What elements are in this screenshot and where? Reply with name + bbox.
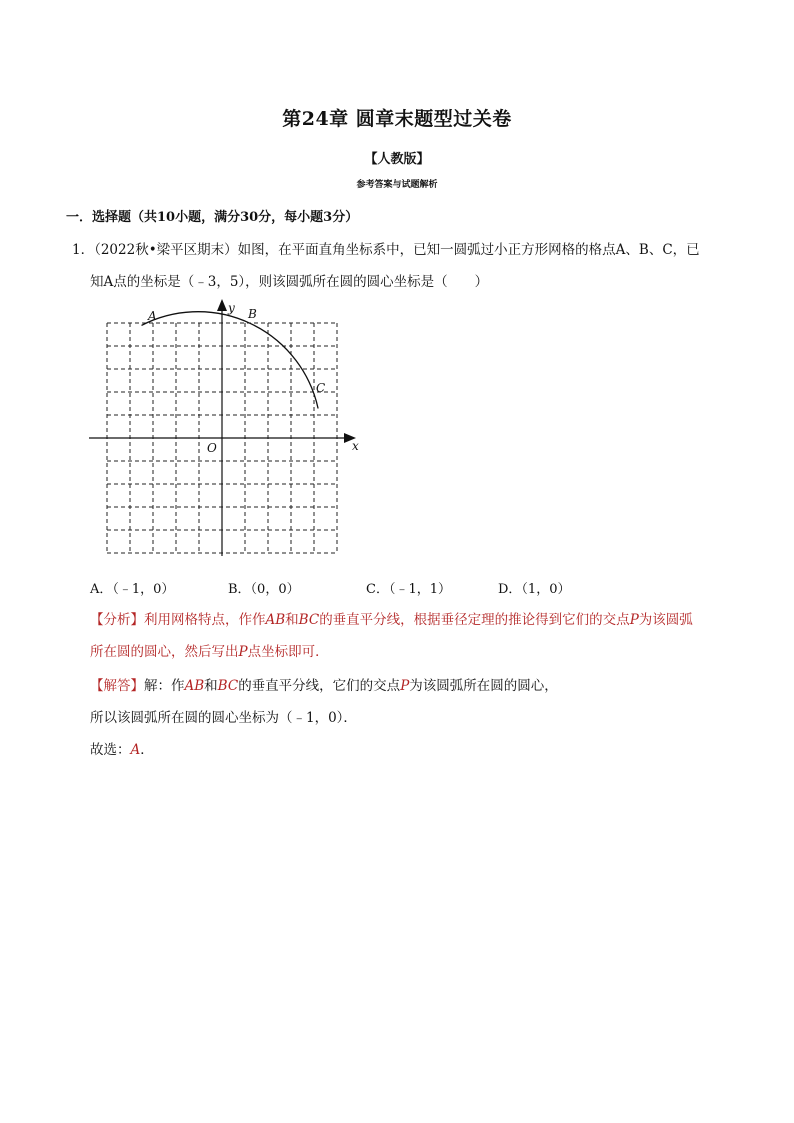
option-b[interactable]: B．（0，0）: [228, 582, 300, 597]
analysis-line-2: 所在圆的圆心，然后写出P点坐标即可．: [90, 644, 329, 660]
y-axis-label: y: [228, 301, 235, 315]
origin-label: O: [207, 441, 217, 455]
solution-line-2: 所以该圆弧所在圆的圆心坐标为（﹣1，0）．: [90, 710, 357, 726]
x-axis-label: x: [352, 439, 359, 453]
circle-arc: [142, 312, 319, 409]
answer-key-note: 参考答案与试题解析: [356, 180, 438, 190]
page-title: 第24章 圆章末题型过关卷: [282, 108, 512, 130]
analysis-tag: 【分析】: [90, 612, 144, 628]
point-a-label: A: [148, 309, 157, 323]
final-answer: A: [130, 742, 141, 758]
analysis-line-1: 【分析】利用网格特点，作作AB和BC的垂直平分线，根据垂径定理的推论得到它们的交点P为该圆弧: [90, 612, 693, 628]
solution-tag: 【解答】: [90, 678, 144, 694]
point-c-label: C: [316, 381, 326, 395]
answer-options: [90, 578, 570, 597]
coordinate-grid-figure: [86, 296, 376, 556]
option-c[interactable]: C．（﹣1，1）: [366, 582, 451, 597]
option-a[interactable]: A．（﹣1，0）: [90, 582, 175, 597]
question-text-line-1: 1．（2022秋•梁平区期末）如图，在平面直角坐标系中，已知一圆弧过小正方形网格的格点A、B、C，已: [72, 242, 700, 258]
question-text-line-2: 知A点的坐标是（﹣3，5），则该圆弧所在圆的圆心坐标是（ ）: [90, 274, 489, 290]
y-axis-arrow: [217, 299, 227, 311]
solution-line-3: 故选：A．: [90, 742, 154, 758]
edition-label: 【人教版】: [364, 152, 430, 167]
solution-line-1: 【解答】解：作AB和BC的垂直平分线，它们的交点P为该圆弧所在圆的圆心，: [90, 678, 558, 694]
section-heading: 一．选择题（共10小题，满分30分，每小题3分）: [66, 210, 359, 225]
option-d[interactable]: D．（1，0）: [498, 582, 571, 597]
point-b-label: B: [248, 307, 257, 321]
